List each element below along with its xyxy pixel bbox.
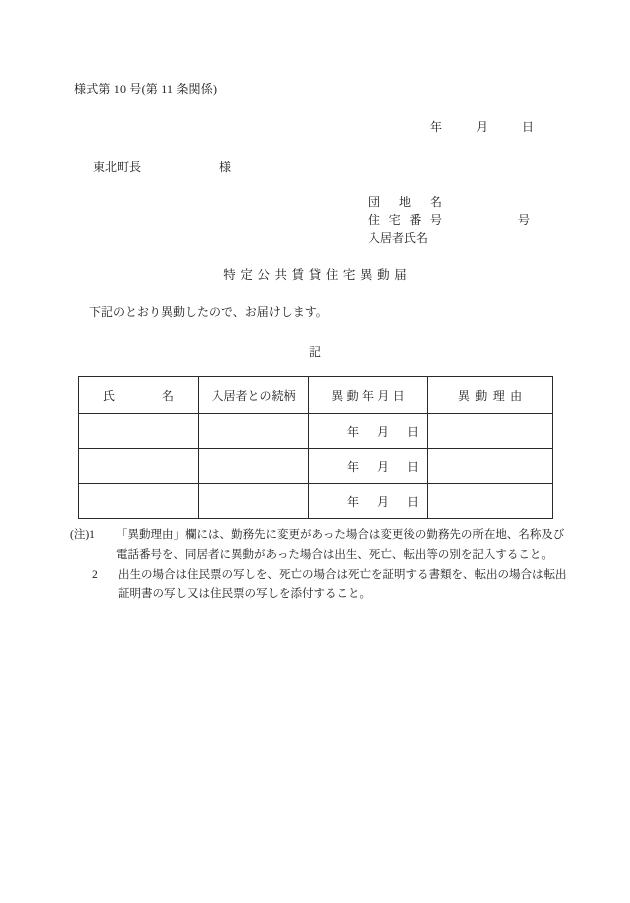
cell-date-month: 月 [376,424,389,439]
info-row-house-number [368,211,531,229]
note-1-marker: (注)1 [70,529,95,541]
date-day-label: 日 [522,120,535,134]
cell-change-reason[interactable] [428,414,553,449]
date-year-label: 年 [430,120,443,134]
cell-date-day: 日 [406,494,419,509]
page-title: 特定公共賃貸住宅異動届 [223,268,412,282]
table-row [79,449,553,484]
info-row-estate-name [368,193,442,211]
header-name-inner [87,387,190,404]
addressee-honorific: 様 [219,160,232,174]
form-number: 様式第 10 号(第 11 条関係) [74,82,218,96]
date-line [430,118,534,135]
date-month-label: 月 [476,120,489,134]
note-2-text: 出生の場合は住民票の写しを、死亡の場合は死亡を証明する書類を、転出の場合は転出証明書の写し又は住民票の写しを添付すること。 [118,568,567,601]
cell-date-day: 日 [406,424,419,439]
header-change-reason: 異動理由 [428,377,553,414]
cell-change-date[interactable] [309,449,428,484]
info-row-resident-name [368,229,442,247]
header-change-date: 異動年月日 [309,377,428,414]
cell-date-month: 月 [376,494,389,509]
table-header-row [79,377,553,414]
cell-name[interactable] [79,449,199,484]
change-table [78,376,553,519]
resident-name-label: 入居者氏名 [368,231,429,245]
header-name [79,377,199,414]
cell-relation[interactable] [199,484,309,519]
cell-relation[interactable] [199,414,309,449]
table-row [79,484,553,519]
header-relation: 入居者との続柄 [199,377,309,414]
lead-sentence: 下記のとおり異動したので、お届けします。 [89,305,328,319]
cell-name[interactable] [79,484,199,519]
cell-date-day: 日 [406,459,419,474]
cell-date-month: 月 [376,459,389,474]
cell-relation[interactable] [199,449,309,484]
cell-date-year: 年 [346,494,359,509]
notes-section [70,526,570,605]
cell-change-reason[interactable] [428,449,553,484]
cell-change-reason[interactable] [428,484,553,519]
property-info-block [368,193,531,247]
cell-change-date[interactable] [309,414,428,449]
table-row [79,414,553,449]
header-name-char-1: 氏 [103,388,116,403]
cell-change-date[interactable] [309,484,428,519]
house-number-suffix: 号 [518,213,531,227]
estate-name-label: 団 地 名 [368,195,442,209]
house-number-label: 住 宅 番 号 [368,213,442,227]
note-item-2 [92,566,570,606]
note-item-1 [70,526,570,566]
cell-date-year: 年 [346,459,359,474]
header-name-char-2: 名 [161,388,174,403]
addressee-name: 東北町長 [93,160,142,174]
ki-marker: 記 [308,345,321,359]
addressee [93,158,231,175]
cell-name[interactable] [79,414,199,449]
note-1-text: 「異動理由」欄には、勤務先に変更があった場合は変更後の勤務先の所在地、名称及び電話番号を、同居者に異動があった場合は出生、死亡、転出等の別を記入すること。 [116,529,565,561]
cell-date-year: 年 [346,424,359,439]
note-2-marker: 2 [92,568,98,581]
